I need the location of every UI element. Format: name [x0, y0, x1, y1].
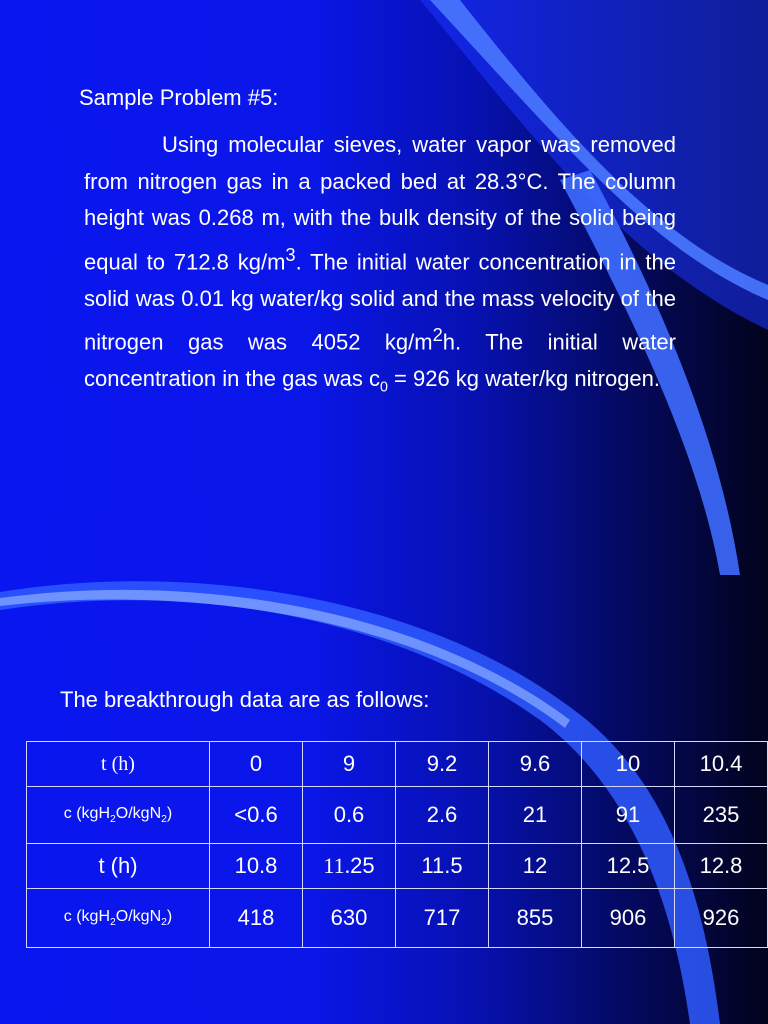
table-row — [27, 787, 768, 844]
para-seg-1: Using molecular sieves, water vapor was removed from nitrogen gas in a packed bed at 28.3 — [84, 132, 676, 194]
row-label-concentration — [27, 787, 210, 844]
table-cell: 0 — [210, 742, 303, 787]
table-cell: 9.6 — [489, 742, 582, 787]
para-seg-3: . The initial water concentration in the solid was 0.01 kg water/kg solid and the mass velocity of the nitrogen gas was 4052 kg/m — [84, 249, 676, 355]
para-degree: ° — [517, 168, 527, 194]
table-cell: 906 — [582, 889, 675, 948]
table-cell: 10.4 — [675, 742, 768, 787]
table-cell: 9.2 — [396, 742, 489, 787]
table-intro: The breakthrough data are as follows: — [60, 687, 430, 712]
table-cell: 10 — [582, 742, 675, 787]
table-cell — [303, 844, 396, 889]
cell-part: 25 — [350, 853, 375, 878]
table-cell: 11.5 — [396, 844, 489, 889]
row-label-time: t (h) — [27, 742, 210, 787]
table-cell: 12 — [489, 844, 582, 889]
label-part: c (kgH — [63, 907, 110, 925]
table-cell: 9 — [303, 742, 396, 787]
table-cell: <0.6 — [210, 787, 303, 844]
table-cell: 21 — [489, 787, 582, 844]
table-cell: 0.6 — [303, 787, 396, 844]
para-seg-5: = 926 kg water/kg nitrogen. — [387, 366, 661, 392]
row-label-concentration — [27, 889, 210, 948]
table-cell: 2.6 — [396, 787, 489, 844]
label-part: O/kgN — [115, 804, 162, 822]
label-part: ) — [166, 907, 173, 925]
label-part: O/kgN — [115, 907, 162, 925]
table-cell: 235 — [675, 787, 768, 844]
row-label-time: t (h) — [27, 844, 210, 889]
table-cell: 10.8 — [210, 844, 303, 889]
breakthrough-data-table — [26, 741, 768, 948]
table-cell: 630 — [303, 889, 396, 948]
problem-statement — [84, 127, 676, 406]
para-seg-2: C. The column height was 0.268 m, with the bulk density of the solid being equal to 712.8 kg/m — [84, 168, 677, 275]
label-part: ) — [166, 804, 173, 822]
table-row — [27, 742, 768, 787]
table-cell: 717 — [396, 889, 489, 948]
table-cell: 91 — [582, 787, 675, 844]
table-row — [27, 889, 768, 948]
table-cell: 926 — [675, 889, 768, 948]
label-sub: 2 — [110, 917, 116, 929]
para-sub-0: 0 — [379, 379, 388, 396]
label-part: c (kgH — [63, 804, 110, 822]
para-seg-4: h. The initial water concentration in the gas was c — [84, 329, 676, 392]
table-cell: 12.8 — [675, 844, 768, 889]
para-sup-2: 2 — [432, 324, 443, 346]
label-sub: 2 — [161, 814, 167, 826]
table-cell: 12.5 — [582, 844, 675, 889]
label-sub: 2 — [161, 917, 167, 929]
cell-part: 11. — [323, 853, 351, 878]
label-sub: 2 — [110, 814, 116, 826]
table-row — [27, 844, 768, 889]
table-cell: 418 — [210, 889, 303, 948]
para-sup-3: 3 — [285, 243, 296, 265]
table-cell: 855 — [489, 889, 582, 948]
slide-title: Sample Problem #5: — [79, 85, 279, 110]
